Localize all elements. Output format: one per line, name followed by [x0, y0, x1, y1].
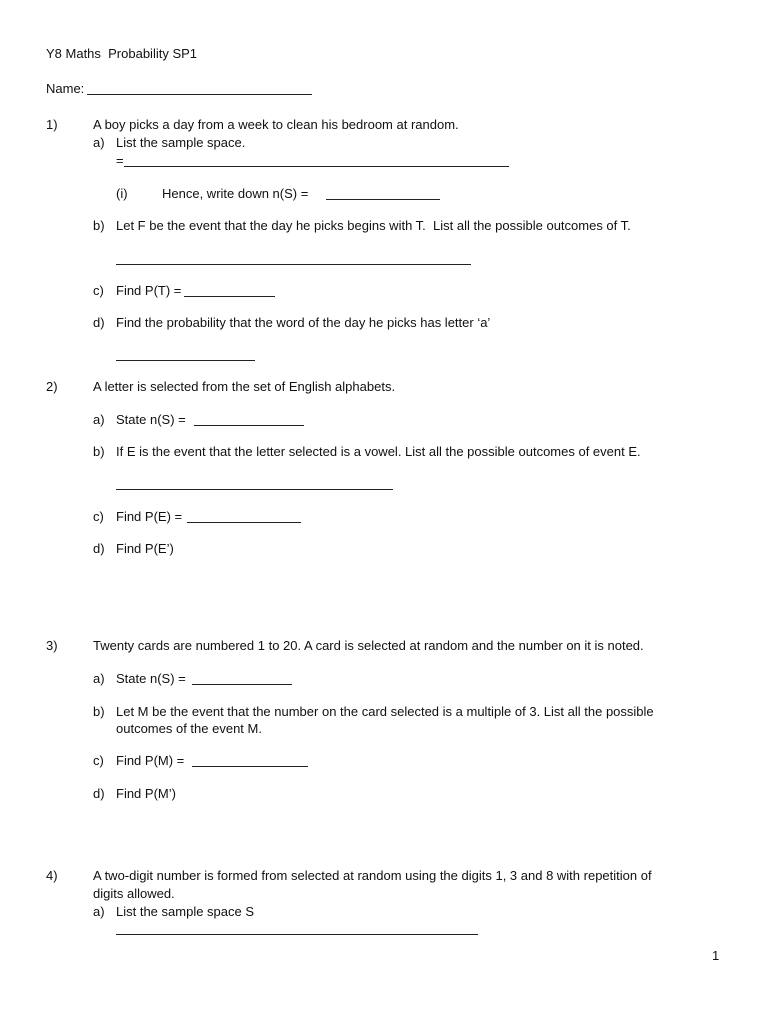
- question-3-text: Twenty cards are numbered 1 to 20. A card is selected at random and the number on it is noted.: [93, 638, 644, 653]
- question-4-number: 4): [46, 868, 58, 883]
- q3b-letter: b): [93, 704, 105, 719]
- q1ai-roman: (i): [116, 186, 128, 201]
- q1ai-answer-blank[interactable]: [326, 199, 440, 200]
- q2b-answer-blank[interactable]: [116, 489, 393, 490]
- name-blank[interactable]: [87, 94, 312, 95]
- q1b-text: Let F be the event that the day he picks begins with T. List all the possible outcomes of T.: [116, 218, 631, 233]
- q3a-letter: a): [93, 671, 105, 686]
- q2a-text: State n(S) =: [116, 412, 186, 427]
- q1b-answer-blank[interactable]: [116, 264, 471, 265]
- q1ai-text: Hence, write down n(S) =: [162, 186, 309, 201]
- question-3-number: 3): [46, 638, 58, 653]
- q2b-letter: b): [93, 444, 105, 459]
- q1a-letter: a): [93, 135, 105, 150]
- q3c-letter: c): [93, 753, 104, 768]
- q2a-letter: a): [93, 412, 105, 427]
- question-1-text: A boy picks a day from a week to clean his bedroom at random.: [93, 117, 459, 132]
- name-label: Name:: [46, 81, 85, 96]
- q3b-text-line-1: Let M be the event that the number on the card selected is a multiple of 3. List all the possible: [116, 704, 654, 719]
- question-1-number: 1): [46, 117, 58, 132]
- q3c-text: Find P(M) =: [116, 753, 185, 768]
- q1c-letter: c): [93, 283, 104, 298]
- q4a-answer-blank[interactable]: [116, 934, 478, 935]
- q1c-text: Find P(T) =: [116, 283, 182, 298]
- question-2-text: A letter is selected from the set of English alphabets.: [93, 379, 396, 394]
- q1c-answer-blank[interactable]: [184, 296, 275, 297]
- q2d-letter: d): [93, 541, 105, 556]
- q2c-text: Find P(E) =: [116, 509, 183, 524]
- q2b-text: If E is the event that the letter selected is a vowel. List all the possible outcomes of event E.: [116, 444, 641, 459]
- q3d-letter: d): [93, 786, 105, 801]
- q1d-text: Find the probability that the word of the day he picks has letter ‘a’: [116, 315, 491, 330]
- q1b-letter: b): [93, 218, 105, 233]
- question-2-number: 2): [46, 379, 58, 394]
- question-4-text-line-1: A two-digit number is formed from selected at random using the digits 1, 3 and 8 with repetition of: [93, 868, 652, 883]
- q1a-answer-blank[interactable]: [124, 166, 509, 167]
- question-4-text-line-2: digits allowed.: [93, 886, 175, 901]
- q3a-answer-blank[interactable]: [192, 684, 292, 685]
- q1d-answer-blank[interactable]: [116, 360, 255, 361]
- q3c-answer-blank[interactable]: [192, 766, 308, 767]
- q1a-equals: =: [116, 153, 124, 168]
- q2d-text: Find P(E’): [116, 541, 174, 556]
- q4a-text: List the sample space S: [116, 904, 255, 919]
- q2c-answer-blank[interactable]: [187, 522, 301, 523]
- q3b-text-line-2: outcomes of the event M.: [116, 721, 262, 736]
- q2c-letter: c): [93, 509, 104, 524]
- page-number: 1: [712, 948, 720, 963]
- q1a-text: List the sample space.: [116, 135, 246, 150]
- q1d-letter: d): [93, 315, 105, 330]
- q3d-text: Find P(M’): [116, 786, 176, 801]
- q3a-text: State n(S) =: [116, 671, 186, 686]
- q4a-letter: a): [93, 904, 105, 919]
- worksheet-title: Y8 Maths Probability SP1: [46, 46, 198, 61]
- q2a-answer-blank[interactable]: [194, 425, 304, 426]
